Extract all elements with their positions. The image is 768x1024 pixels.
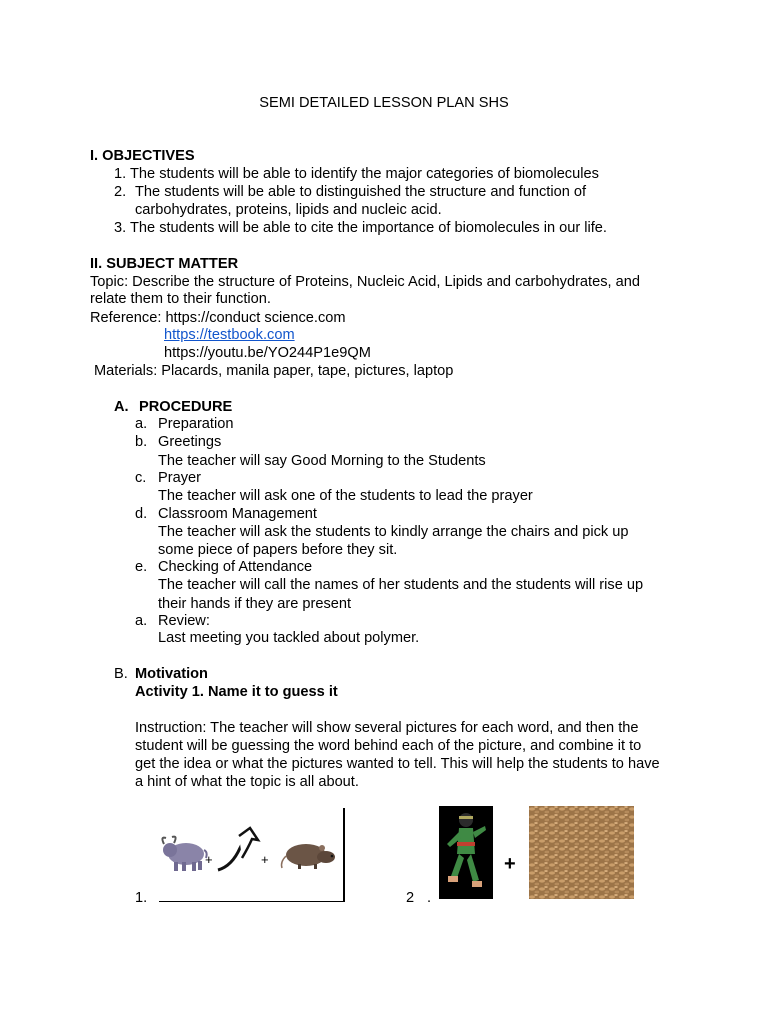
procedure-item-preparation: Preparation	[158, 416, 234, 432]
procedure-heading: PROCEDURE	[139, 399, 233, 415]
reference-link[interactable]: https://testbook.com	[164, 327, 295, 343]
instruction-line: student will be guessing the word behind each of the picture, and combine it to	[135, 738, 642, 754]
procedure-item-detail: Last meeting you tackled about polymer.	[158, 630, 420, 646]
objective-1-text: The students will be able to identify the major categories of biomolecules	[130, 166, 599, 182]
subject-matter-heading: II. SUBJECT MATTER	[90, 256, 239, 272]
procedure-item-detail: The teacher will ask one of the students to lead the prayer	[158, 488, 533, 504]
topic-line-2: relate them to their function.	[90, 291, 271, 307]
materials-line: Materials: Placards, manila paper, tape, pictures, laptop	[94, 363, 454, 379]
procedure-item-letter: b.	[135, 434, 148, 450]
topic-line-1: Topic: Describe the structure of Proteins, Nucleic Acid, Lipids and carbohydrates, and	[90, 274, 640, 290]
puzzle-1-number: 1.	[135, 890, 148, 906]
rat-icon	[278, 836, 336, 870]
objective-2-text: The students will be able to distinguished the structure and function of	[135, 184, 587, 200]
instruction-line: a hint of what the topic is all about.	[135, 774, 359, 790]
objective-2-number: 2.	[114, 184, 127, 200]
ninja-character-image	[439, 806, 493, 899]
procedure-item-detail: some piece of papers before they sit.	[158, 542, 398, 558]
procedure-marker: A.	[114, 399, 129, 415]
plus-sign: +	[261, 852, 269, 867]
procedure-item-letter: c.	[135, 470, 147, 486]
plus-sign: +	[504, 853, 516, 875]
motivation-marker: B.	[114, 666, 128, 682]
plus-sign: +	[205, 852, 213, 867]
puzzle-1-answer-line	[159, 901, 345, 902]
procedure-item-detail: their hands if they are present	[158, 596, 352, 612]
objectives-heading: I. OBJECTIVES	[90, 148, 195, 164]
procedure-item-classroom-management: Classroom Management	[158, 506, 317, 522]
motivation-heading: Motivation	[135, 666, 208, 682]
objective-1-number: 1.	[114, 166, 127, 182]
objective-3-number: 3.	[114, 220, 127, 236]
instruction-line: get the idea or what the pictures wanted to tell. This will help the students to have	[135, 756, 660, 772]
puzzle-1-frame-edge	[343, 808, 345, 902]
objective-3-text: The students will be able to cite the importance of biomolecules in our life.	[130, 220, 607, 236]
procedure-item-detail: The teacher will ask the students to kindly arrange the chairs and pick up	[158, 524, 629, 540]
activity-title: Activity 1. Name it to guess it	[135, 684, 338, 700]
objective-2-continued: carbohydrates, proteins, lipids and nucleic acid.	[135, 202, 442, 218]
procedure-item-letter: a.	[135, 416, 148, 432]
arrow-up-icon	[214, 826, 264, 874]
reference-line: Reference: https://conduct science.com	[90, 310, 346, 326]
procedure-item-detail: The teacher will say Good Morning to the Students	[158, 453, 486, 469]
procedure-item-review: Review:	[158, 613, 210, 629]
puzzle-2-number: 2	[406, 890, 415, 906]
procedure-item-letter: a.	[135, 613, 148, 629]
rice-pellets-image	[529, 806, 634, 899]
procedure-item-attendance: Checking of Attendance	[158, 559, 313, 575]
reference-youtube: https://youtu.be/YO244P1e9QM	[164, 345, 371, 361]
page-title: SEMI DETAILED LESSON PLAN SHS	[259, 95, 509, 111]
instruction-line: Instruction: The teacher will show several pictures for each word, and then the	[135, 720, 639, 736]
ox-icon	[160, 830, 208, 872]
procedure-item-letter: e.	[135, 559, 148, 575]
procedure-item-prayer: Prayer	[158, 470, 201, 486]
procedure-item-greetings: Greetings	[158, 434, 222, 450]
procedure-item-letter: d.	[135, 506, 148, 522]
puzzle-2-dot: .	[427, 890, 432, 906]
procedure-item-detail: The teacher will call the names of her students and the students will rise up	[158, 577, 644, 593]
